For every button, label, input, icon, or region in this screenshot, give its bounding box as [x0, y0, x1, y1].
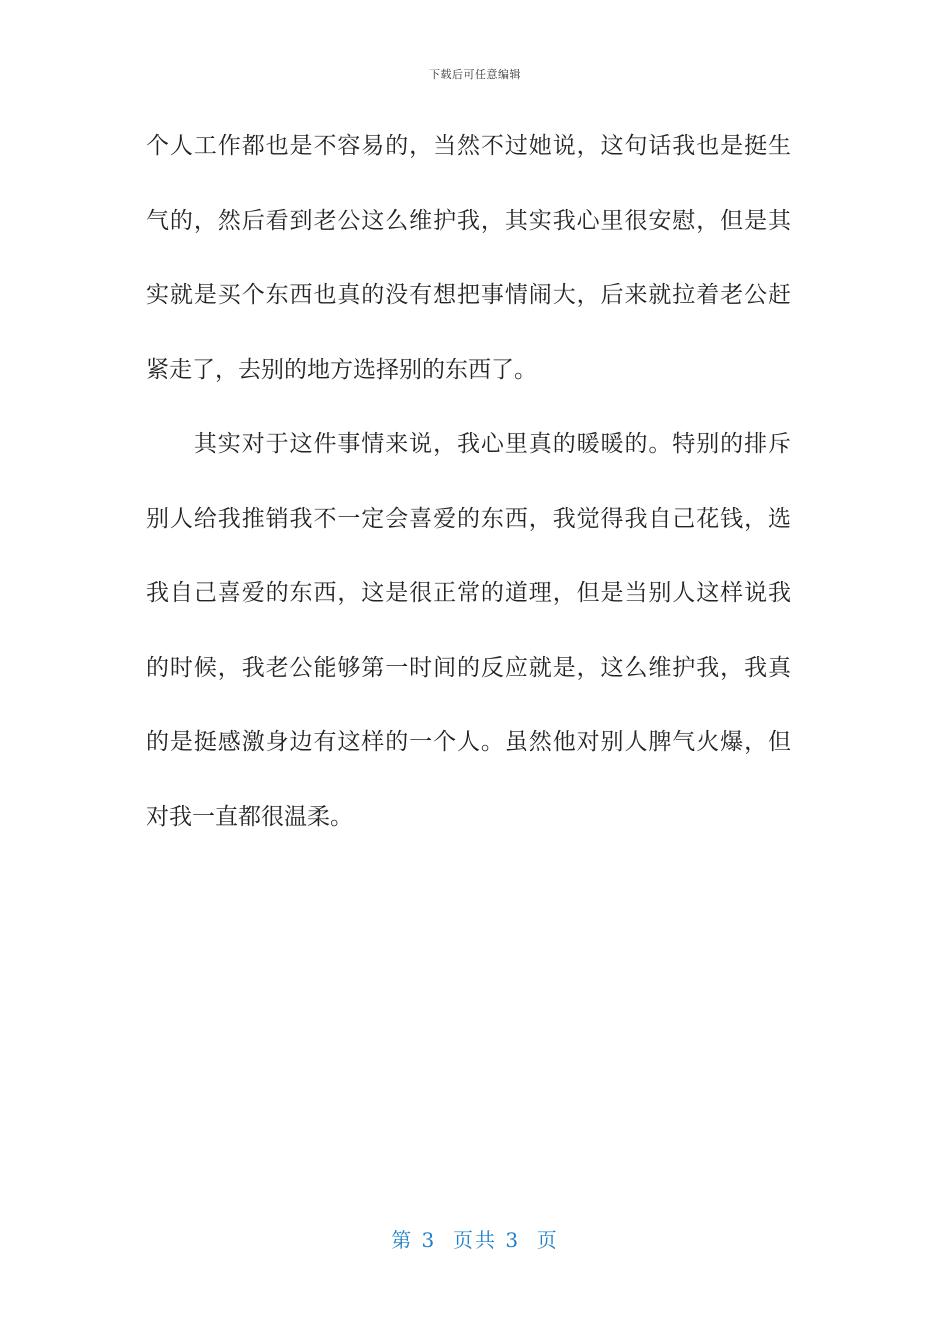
text-line: 紧走了，去别的地方选择别的东西了。 [146, 356, 537, 383]
text-line: 气的，然后看到老公这么维护我，其实我心里很安慰，但是其 [146, 207, 791, 234]
document-body [146, 121, 791, 866]
text-line: 实就是买个东西也真的没有想把事情闹大，后来就拉着老公赶 [146, 282, 791, 308]
text-line: 的时候，我老公能够第一时间的反应就是，这么维护我，我真 [146, 654, 791, 681]
text-line: 个人工作都也是不容易的，当然不过她说，这句话我也是挺生 [146, 133, 791, 159]
text-line: 的是挺感激身边有这样的一个人。虽然他对别人脾气火爆，但 [146, 729, 791, 755]
text-line: 我自己喜爱的东西，这是很正常的道理，但是当别人这样说我 [146, 580, 791, 606]
page-number: 第 3 页共 3 页 [391, 1228, 559, 1252]
page-header: 下载后可任意编辑 [429, 68, 521, 81]
page-footer [0, 1224, 950, 1253]
text-line: 别人给我推销我不一定会喜爱的东西，我觉得我自己花钱，选 [146, 505, 791, 532]
text-line: 其实对于这件事情来说，我心里真的暖暖的。特别的排斥 [146, 431, 791, 457]
text-line: 对我一直都很温柔。 [146, 803, 353, 830]
